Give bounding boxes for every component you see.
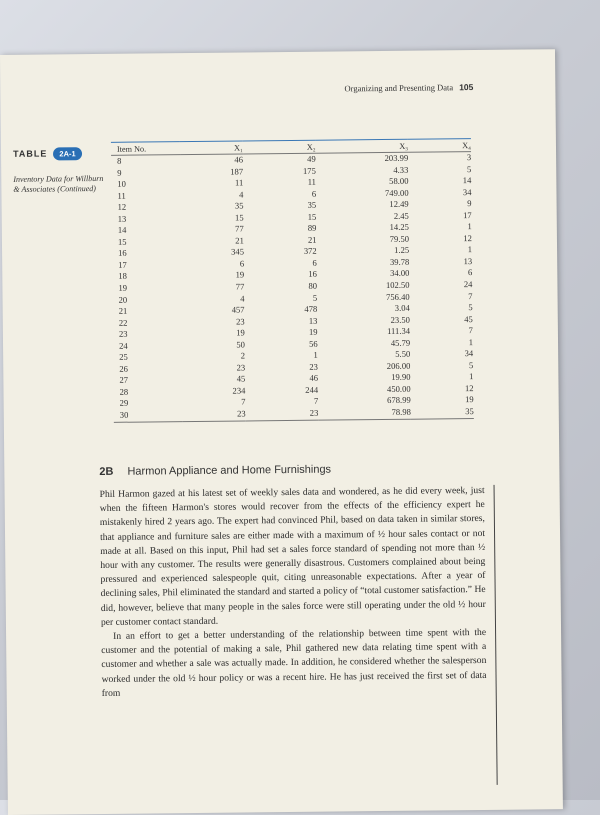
table-cell: 7 bbox=[313, 396, 319, 407]
table-cell: 27 bbox=[119, 375, 129, 386]
table-cell: 23.50 bbox=[390, 314, 410, 325]
table-cell: 34 bbox=[464, 348, 474, 359]
table-cell: 50 bbox=[236, 339, 245, 350]
page-number: 105 bbox=[459, 82, 474, 93]
table-cell: 6 bbox=[467, 267, 473, 278]
table-cell: 6 bbox=[239, 258, 245, 269]
table-cell: 45 bbox=[464, 313, 473, 324]
table-cell: 11 bbox=[117, 190, 126, 201]
table-cell: 35 bbox=[234, 200, 244, 211]
paragraph: Phil Harmon gazed at his latest set of weekly sales data and wondered, as he did every week, just when the fifteen Harmon's stores would recover from the effects of the efficiency expert he mistakenly hired 2 years ago. The expert had convinced Phil, based on data taken in similar stores, that appliance and furniture sales are either made with a maximum of ½ hour sales contact or not made at all. Based on this input, Phil had set a sales force standard of spending not more than ½ hour with any customer. The results were generally disastrous. Customers complained about being pressured and experienced salespeople quit, citing unreasonable expectations. After a year of declining sales, Phil eliminated the standard and started a policy of “total customer satisfaction.” He did, however, believe that many people in the sales force were still operating under the old ½ hour per customer contact standard. bbox=[99, 484, 486, 628]
table-cell: 17 bbox=[463, 209, 472, 220]
table-cell: 7 bbox=[241, 396, 246, 407]
table-cell: 756.40 bbox=[385, 291, 410, 302]
table-cell: 5 bbox=[468, 359, 474, 370]
table-cell: 24 bbox=[463, 279, 473, 290]
table-number-badge: 2A-1 bbox=[53, 147, 81, 160]
table-cell: 11 bbox=[234, 177, 244, 188]
table-cell: 6 bbox=[311, 188, 317, 199]
table-cell: 2.45 bbox=[393, 210, 409, 221]
table-cell: 23 bbox=[183, 408, 246, 421]
table-cell: 749.00 bbox=[384, 187, 409, 198]
table-cell: 20 bbox=[118, 294, 128, 305]
table-cell: 5.50 bbox=[395, 349, 411, 360]
table-cell: 13 bbox=[117, 213, 127, 224]
table-cell: 28 bbox=[119, 386, 129, 397]
table-cell: 3.04 bbox=[394, 302, 410, 313]
table-cell: 34.00 bbox=[390, 268, 410, 279]
table-cell: 26 bbox=[119, 363, 128, 374]
table-cell: 89 bbox=[307, 222, 317, 234]
table-cell: 5 bbox=[466, 163, 472, 174]
table-cell: 16 bbox=[118, 248, 127, 259]
table-label-text: TABLE bbox=[12, 148, 48, 159]
table-cell: 21 bbox=[307, 234, 317, 245]
table-cell: 21 bbox=[235, 235, 244, 246]
table-cell: 8 bbox=[117, 155, 122, 166]
table-cell: 23 bbox=[236, 362, 246, 373]
book-page bbox=[0, 49, 563, 815]
table-cell: 18 bbox=[118, 271, 127, 282]
table-cell: 111.34 bbox=[386, 325, 411, 337]
table-cell: 19 bbox=[236, 327, 245, 338]
table-cell: 16 bbox=[308, 269, 317, 280]
section-number: 2B bbox=[99, 465, 114, 478]
table-cell: 24 bbox=[118, 340, 128, 351]
table-cell: 14 bbox=[462, 175, 472, 186]
table-cell: 234 bbox=[232, 385, 246, 396]
table-cell: 9 bbox=[117, 167, 122, 178]
table-cell: 23 bbox=[309, 361, 318, 372]
table-label bbox=[13, 147, 82, 161]
table-cell: 1 bbox=[469, 371, 474, 382]
table-cell: 13 bbox=[308, 315, 318, 326]
table-cell: 19 bbox=[118, 282, 128, 293]
table-cell: 6 bbox=[312, 257, 317, 268]
table-cell: 12.49 bbox=[389, 198, 409, 210]
table-cell: 12 bbox=[464, 382, 474, 394]
table-cell: 15 bbox=[234, 212, 244, 223]
table-cell: 5 bbox=[312, 292, 318, 303]
column-header: X₃ bbox=[316, 139, 409, 153]
table-cell: 4.33 bbox=[393, 164, 409, 175]
table-cell: 29 bbox=[119, 398, 129, 409]
table-cell: 13 bbox=[463, 255, 473, 267]
table-cell: 77 bbox=[235, 281, 245, 292]
table-cell: 11 bbox=[307, 176, 317, 187]
table-cell: 14.25 bbox=[389, 222, 410, 233]
table-cell: 1 bbox=[467, 221, 472, 232]
section-title: Harmon Appliance and Home Furnishings bbox=[127, 463, 332, 478]
table-cell: 4 bbox=[239, 189, 244, 200]
table-cell: 34 bbox=[462, 186, 472, 197]
table-cell: 45 bbox=[236, 373, 246, 384]
column-header: X₂ bbox=[243, 140, 316, 154]
table-cell: 187 bbox=[230, 166, 244, 177]
section-heading bbox=[99, 464, 331, 478]
margin-rule bbox=[494, 485, 498, 785]
table-cell: 450.00 bbox=[386, 383, 411, 394]
table-cell: 45.79 bbox=[390, 337, 411, 348]
table-cell: 17 bbox=[118, 259, 127, 270]
case-text bbox=[100, 484, 487, 701]
table-cell: 15 bbox=[307, 211, 317, 222]
table-cell: 23 bbox=[118, 328, 128, 339]
table-cell: 19.90 bbox=[391, 372, 411, 383]
table-cell: 30 bbox=[114, 409, 183, 422]
table-cell: 175 bbox=[302, 165, 316, 176]
table-cell: 15 bbox=[117, 236, 127, 247]
table-cell: 345 bbox=[231, 246, 245, 257]
table-cell: 49 bbox=[307, 153, 316, 164]
table-cell: 22 bbox=[118, 317, 128, 328]
table-cell: 102.50 bbox=[385, 279, 410, 290]
table-cell: 372 bbox=[303, 246, 317, 257]
table-cell: 19 bbox=[235, 269, 245, 281]
table-body bbox=[111, 152, 474, 422]
table-cell: 25 bbox=[119, 351, 128, 363]
table-cell: 12 bbox=[463, 232, 472, 243]
table-cell: 78.98 bbox=[318, 407, 411, 420]
paragraph: In an effort to get a better understanding of the relationship between time spent with the customer and the potential of making a sale, Phil gathered new data relating time spent with a customer and whether a sale was actually made. In addition, he considered whether the salesperson worked under the old ½ hour policy or was a recent hire. He has just received the first set of data from bbox=[101, 626, 487, 699]
table-cell: 77 bbox=[235, 223, 244, 234]
table-cell: 21 bbox=[118, 305, 128, 316]
running-head-title: Organizing and Presenting Data bbox=[344, 82, 454, 94]
table-cell: 1 bbox=[468, 336, 474, 347]
table-cell: 23 bbox=[246, 408, 319, 421]
table-cell: 244 bbox=[305, 384, 319, 395]
table-cell: 23 bbox=[236, 316, 245, 327]
table-cell: 39.78 bbox=[389, 256, 410, 267]
table-cell: 9 bbox=[467, 198, 472, 209]
table-cell: 203.99 bbox=[384, 152, 409, 163]
table-cell: 14 bbox=[117, 224, 127, 236]
table-row bbox=[114, 406, 474, 422]
column-header: X₄ bbox=[408, 139, 471, 153]
table-caption: Inventory Data for Willburn & Associates (Continued) bbox=[13, 173, 104, 194]
table-cell: 46 bbox=[234, 154, 244, 165]
table-cell: 1 bbox=[467, 244, 473, 255]
table-cell: 10 bbox=[117, 178, 127, 189]
column-header: Item No. bbox=[111, 142, 180, 156]
table-cell: 4 bbox=[240, 293, 245, 304]
table-cell: 46 bbox=[309, 373, 319, 384]
table-cell: 12 bbox=[117, 201, 127, 212]
table-cell: 19 bbox=[308, 326, 318, 337]
table-cell: 79.50 bbox=[389, 233, 410, 244]
table-cell: 3 bbox=[466, 152, 472, 163]
table-cell: 5 bbox=[468, 302, 473, 313]
table-cell: 478 bbox=[304, 303, 318, 314]
column-header: X₁ bbox=[180, 141, 243, 155]
table-cell: 80 bbox=[308, 280, 318, 291]
table-cell: 1.25 bbox=[394, 245, 410, 256]
table-cell: 2 bbox=[240, 350, 246, 361]
table-cell: 56 bbox=[309, 338, 318, 349]
table-cell: 206.00 bbox=[386, 360, 411, 371]
table-cell: 678.99 bbox=[387, 395, 411, 406]
table-cell: 1 bbox=[313, 349, 318, 361]
table-cell: 35 bbox=[307, 199, 317, 210]
running-head bbox=[344, 82, 473, 93]
table-cell: 58.00 bbox=[389, 175, 409, 187]
table-cell: 7 bbox=[468, 290, 473, 301]
table-cell: 19 bbox=[464, 394, 474, 405]
table-cell: 7 bbox=[468, 325, 473, 336]
table-cell: 35 bbox=[411, 406, 474, 419]
table-cell: 457 bbox=[231, 304, 245, 315]
inventory-data-table bbox=[111, 138, 474, 422]
